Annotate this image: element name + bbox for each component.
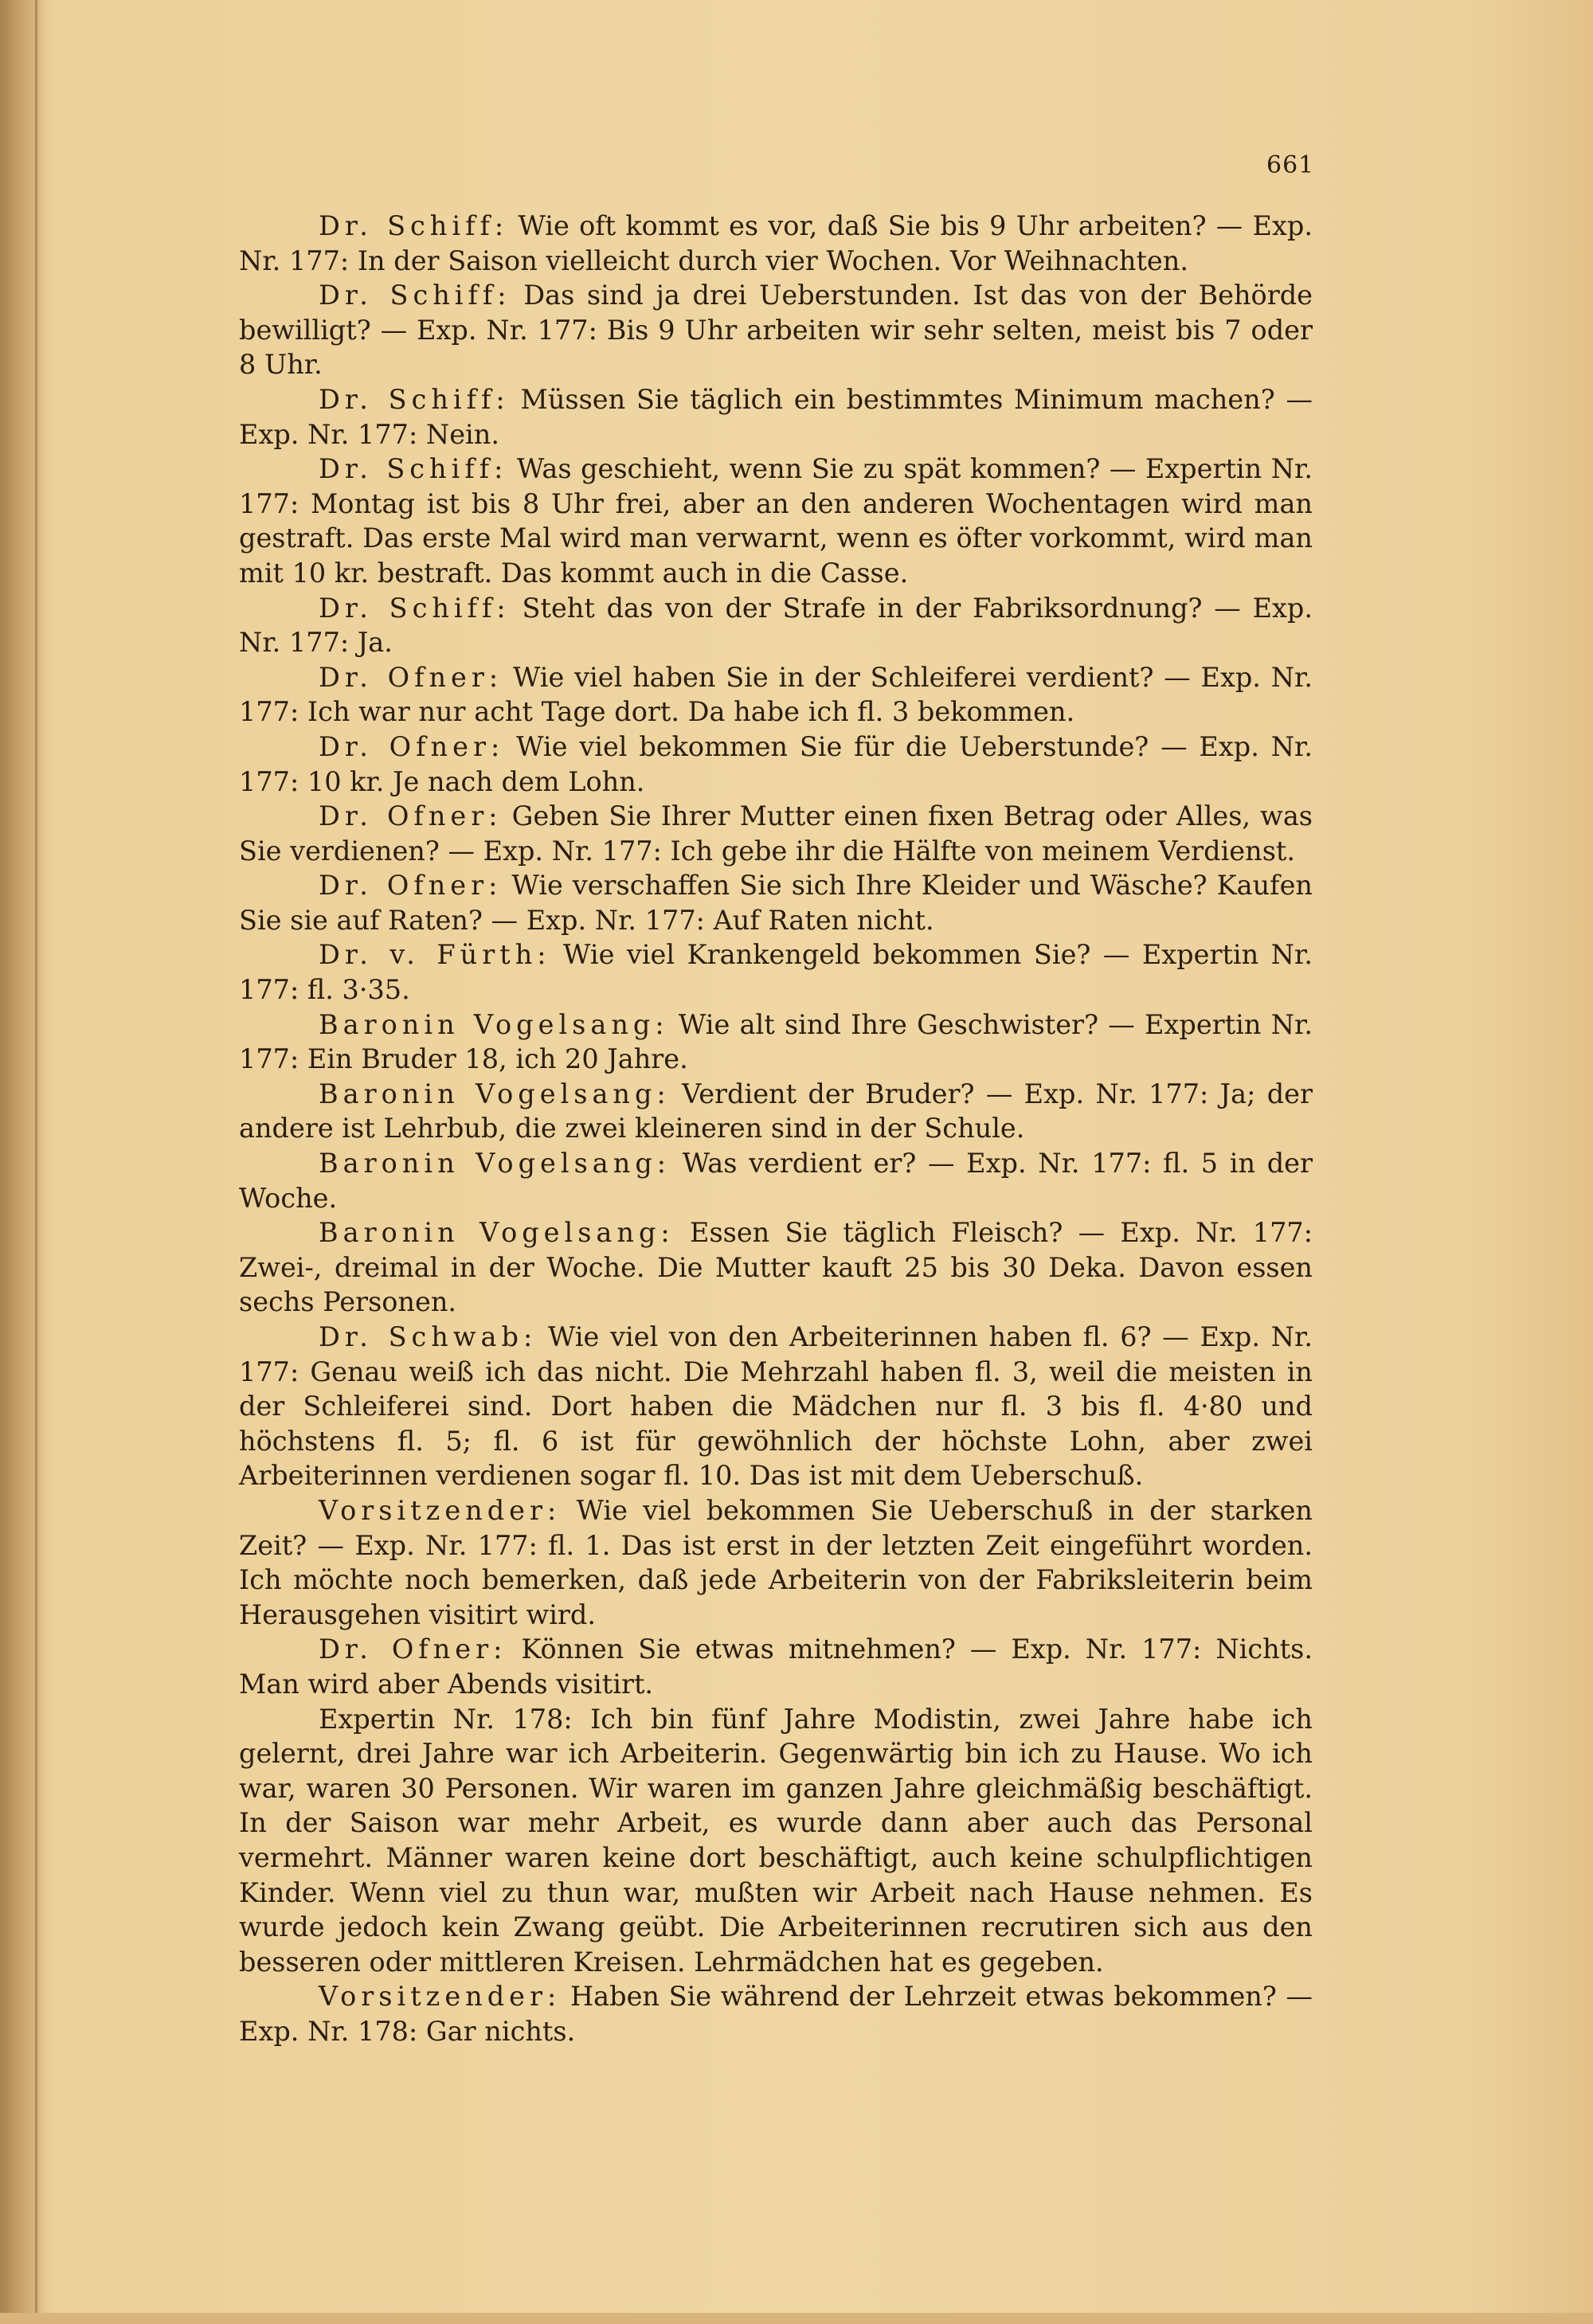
paragraph [239, 209, 1313, 278]
paragraph [239, 1215, 1313, 1320]
paragraph [239, 1979, 1313, 2048]
paragraph-text: Wie viel bekommen Sie Ueberschuß in der starken Zeit? — Exp. Nr. 177: fl. 1. Das ist erst in der letzten Zeit eingeführt worden. Ich möchte noch bemerken, daß jede Arbeiterin von der Fabriksleiterin beim Herausgehen visitirt wird. [239, 1494, 1313, 1630]
speaker: Baronin Vogelsang: [319, 1148, 671, 1180]
paragraph-text: Können Sie etwas mitnehmen? — Exp. Nr. 177: Nichts. Man wird aber Abends visitirt. [239, 1633, 1313, 1700]
text-body [239, 209, 1313, 2048]
paragraph-text: Wie verschaffen Sie sich Ihre Kleider und Wäsche? Kaufen Sie sie auf Raten? — Exp. Nr. 177: Auf Raten nicht. [239, 870, 1313, 936]
page-number: 661 [1266, 151, 1315, 179]
speaker: Dr. Schiff: [319, 453, 508, 485]
paragraph-text: Haben Sie während der Lehrzeit etwas bekommen? — Exp. Nr. 178: Gar nichts. [239, 1981, 1313, 2047]
paragraph [239, 1320, 1313, 1493]
paragraph-text: Expertin Nr. 178: Ich bin fünf Jahre Modistin, zwei Jahre habe ich gelernt, drei Jahre war ich Arbeiterin. Gegenwärtig bin ich zu Hause. Wo ich war, waren 30 Personen. Wir waren im ganzen Jahre gleichmäßig beschäftigt. In der Saison war mehr Arbeit, es wurde dann aber auch das Personal vermehrt. Männer waren keine dort beschäftigt, auch keine schulpflichtigen Kinder. Wenn viel zu thun war, mußten wir Arbeit nach Hause nehmen. Es wurde jedoch kein Zwang geübt. Die Arbeiterinnen recrutiren sich aus den besseren oder mittleren Kreisen. Lehrmädchen hat es gegeben. [239, 1703, 1313, 1978]
paragraph [239, 1702, 1313, 1980]
speaker: Dr. Schwab: [319, 1321, 538, 1352]
speaker: Baronin Vogelsang: [319, 1008, 669, 1040]
paragraph [239, 1077, 1313, 1146]
speaker: Dr. Ofner: [319, 870, 503, 902]
paragraph [239, 382, 1313, 452]
paragraph-text: Verdient der Bruder? — Exp. Nr. 177: Ja; der andere ist Lehrbub, die zwei kleineren sind in der Schule. [239, 1078, 1313, 1144]
paragraph [239, 799, 1313, 868]
paragraph-text: Wie alt sind Ihre Geschwister? — Expertin Nr. 177: Ein Bruder 18, ich 20 Jahre. [239, 1008, 1313, 1075]
speaker: Dr. Schiff: [319, 280, 511, 311]
speaker: Baronin Vogelsang: [319, 1078, 671, 1109]
paragraph-text: Was geschieht, wenn Sie zu spät kommen? — Expertin Nr. 177: Montag ist bis 8 Uhr frei, aber an den anderen Wochentagen wird man gestraft. Das erste Mal wird man verwarnt, wenn es öfter vorkommt, wird man mit 10 kr. bestraft. Das kommt auch in die Casse. [239, 453, 1313, 589]
paragraph-text: Das sind ja drei Ueberstunden. Ist das von der Behörde bewilligt? — Exp. Nr. 177: Bis 9 Uhr arbeiten wir sehr selten, meist bis 7 oder 8 Uhr. [239, 280, 1313, 381]
paragraph [239, 591, 1313, 660]
paragraph-text: Müssen Sie täglich ein bestimmtes Minimum machen? — Exp. Nr. 177: Nein. [239, 383, 1313, 450]
paragraph [239, 1007, 1313, 1077]
paragraph-text: Wie viel Krankengeld bekommen Sie? — Expertin Nr. 177: fl. 3·35. [239, 939, 1313, 1006]
binding-line [35, 0, 37, 2324]
paragraph [239, 730, 1313, 799]
paragraph-text: Geben Sie Ihrer Mutter einen fixen Betrag oder Alles, was Sie verdienen? — Exp. Nr. 177: Ich gebe ihr die Hälfte von meinem Verdienst. [239, 800, 1313, 867]
speaker: Vorsitzender: [319, 1494, 562, 1526]
paragraph-text: Wie viel haben Sie in der Schleiferei verdient? — Exp. Nr. 177: Ich war nur acht Tage dort. Da habe ich fl. 3 bekommen. [239, 661, 1313, 728]
speaker: Dr. Ofner: [319, 730, 505, 762]
speaker: Dr. Schiff: [319, 210, 509, 241]
speaker: Dr. Ofner: [319, 661, 503, 693]
speaker: Dr. Schiff: [319, 592, 511, 624]
paragraph [239, 937, 1313, 1007]
speaker: Dr. Ofner: [319, 1633, 507, 1665]
paragraph [239, 278, 1313, 382]
paragraph-text: Was verdient er? — Exp. Nr. 177: fl. 5 in der Woche. [239, 1148, 1313, 1214]
paragraph-text: Essen Sie täglich Fleisch? — Exp. Nr. 177: Zwei-, dreimal in der Woche. Die Mutter kauft 25 bis 30 Deka. Davon essen sechs Personen. [239, 1217, 1313, 1318]
paragraph [239, 1493, 1313, 1632]
paragraph [239, 1632, 1313, 1701]
paragraph-text: Steht das von der Strafe in der Fabriksordnung? — Exp. Nr. 177: Ja. [239, 592, 1313, 659]
paragraph [239, 452, 1313, 590]
speaker: Baronin Vogelsang: [319, 1217, 675, 1249]
speaker: Dr. Schiff: [319, 383, 510, 415]
speaker: Dr. Ofner: [319, 800, 503, 832]
speaker: Vorsitzender: [319, 1981, 562, 2013]
paragraph-text: Wie viel bekommen Sie für die Ueberstunde? — Exp. Nr. 177: 10 kr. Je nach dem Lohn. [239, 730, 1313, 797]
paragraph [239, 660, 1313, 730]
paragraph-text: Wie viel von den Arbeiterinnen haben fl. 6? — Exp. Nr. 177: Genau weiß ich das nicht. Die Mehrzahl haben fl. 3, weil die meisten in der Schleiferei sind. Dort haben die Mädchen nur fl. 3 bis fl. 4·80 und höchstens fl. 5; fl. 6 ist für gewöhnlich der höchste Lohn, aber zwei Arbeiterinnen verdienen sogar fl. 10. Das ist mit dem Ueberschuß. [239, 1321, 1313, 1492]
paragraph-text: Wie oft kommt es vor, daß Sie bis 9 Uhr arbeiten? — Exp. Nr. 177: In der Saison vielleicht durch vier Wochen. Vor Weihnachten. [239, 210, 1313, 276]
paragraph [239, 868, 1313, 937]
speaker: Dr. v. Fürth: [319, 939, 551, 971]
page-gutter [0, 0, 46, 2324]
paragraph [239, 1146, 1313, 1215]
page-bottom-edge [0, 2313, 1593, 2324]
